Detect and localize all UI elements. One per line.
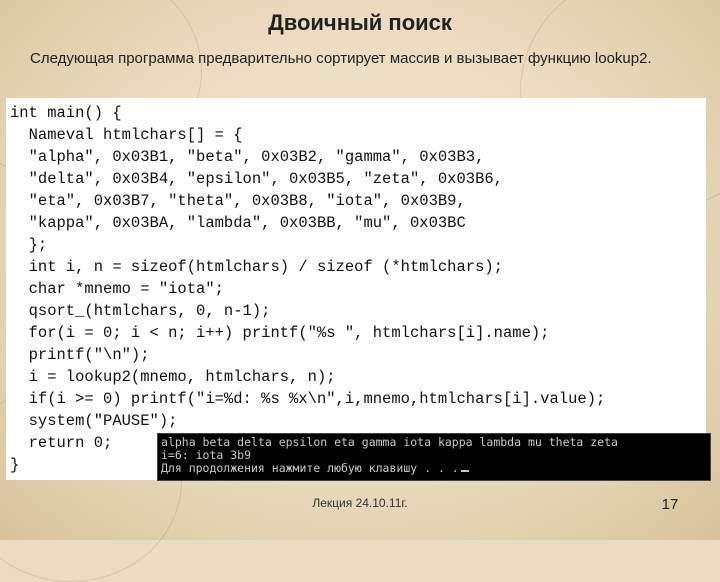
console-line: alpha beta delta epsilon eta gamma iota kappa lambda mu theta zeta [161,435,618,449]
code-line: char *mnemo = "iota"; [10,280,224,298]
code-line: } [10,456,20,474]
code-line: printf("\n"); [10,346,150,364]
code-line: for(i = 0; i < n; i++) printf("%s ", htmlchars[i].name); [10,324,550,342]
code-line: if(i >= 0) printf("i=%d: %s %x\n",i,mnemo,htmlchars[i].value); [10,390,606,408]
console-output [157,433,711,481]
console-line: i=6: iota 3b9 [161,448,252,462]
code-line: qsort_(htmlchars, 0, n-1); [10,302,271,320]
code-line: "alpha", 0x03B1, "beta", 0x03B2, "gamma", 0x03B3, [10,148,485,166]
code-line: return 0; [10,434,113,452]
page-number: 17 [661,496,679,513]
code-line: }; [10,236,48,254]
slide-title: Двоичный поиск [268,10,452,35]
footer-lecture-date: Лекция 24.10.11г. [312,496,408,510]
code-line: int main() { [10,104,122,122]
code-line: "kappa", 0x03BA, "lambda", 0x03BB, "mu", 0x03BC [10,214,466,232]
console-cursor [461,470,469,472]
code-line: i = lookup2(mnemo, htmlchars, n); [10,368,336,386]
code-line: int i, n = sizeof(htmlchars) / sizeof (*htmlchars); [10,258,503,276]
slide-subtitle: Следующая программа предварительно сортирует массив и вызывает функцию lookup2. [30,50,652,67]
code-line: "eta", 0x03B7, "theta", 0x03B8, "iota", 0x03B9, [10,192,466,210]
console-line [161,462,469,475]
code-line: system("PAUSE"); [10,412,178,430]
code-line: "delta", 0x03B4, "epsilon", 0x03B5, "zeta", 0x03B6, [10,170,503,188]
console-prompt-text: Для продолжения нажмите любую клавишу . . . [161,461,459,475]
code-line: Nameval htmlchars[] = { [10,126,243,144]
code-panel [6,98,706,480]
